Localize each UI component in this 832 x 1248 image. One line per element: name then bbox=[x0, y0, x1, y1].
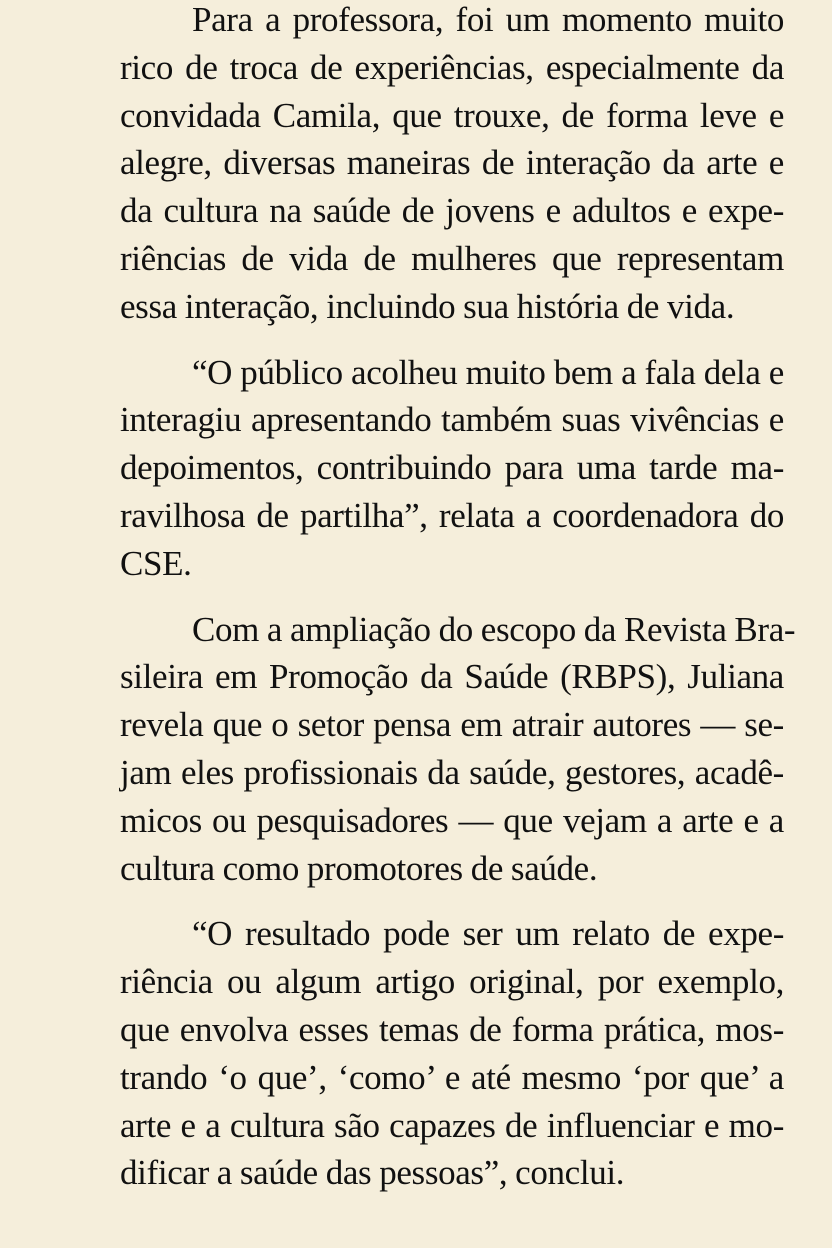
text-line: que envolva esses temas de forma prática, mos- bbox=[120, 1009, 784, 1049]
text-line: arte e a cultura são capazes de influenciar e mo- bbox=[120, 1105, 784, 1145]
text-line: CSE. bbox=[120, 543, 192, 583]
text-line: revela que o setor pensa em atrair autores — se- bbox=[120, 705, 784, 745]
text-line: dificar a saúde das pessoas”, conclui. bbox=[120, 1153, 625, 1193]
paragraph-conclusion-quote bbox=[48, 910, 784, 1197]
text-line: convidada Camila, que trouxe, de forma leve e bbox=[120, 95, 784, 135]
text-line: sileira em Promoção da Saúde (RBPS), Juliana bbox=[120, 657, 784, 697]
text-line: essa interação, incluindo sua história de vida. bbox=[120, 286, 735, 326]
text-line: interagiu apresentando também suas vivências e bbox=[120, 400, 784, 440]
paragraph-rbps-scope bbox=[48, 606, 796, 893]
text-line: da cultura na saúde de jovens e adultos e expe- bbox=[120, 191, 784, 231]
text-line: riências de vida de mulheres que representam bbox=[120, 238, 784, 278]
text-line: cultura como promotores de saúde. bbox=[120, 848, 598, 888]
paragraph-public-quote bbox=[48, 349, 784, 588]
text-line: riência ou algum artigo original, por exemplo, bbox=[120, 962, 784, 1002]
text-line: rico de troca de experiências, especialmente da bbox=[120, 47, 784, 87]
paragraph-spacer bbox=[48, 892, 784, 910]
text-line: “O resultado pode ser um relato de expe- bbox=[192, 914, 784, 954]
text-line: ravilhosa de partilha”, relata a coordenadora do bbox=[120, 495, 784, 535]
text-line: depoimentos, contribuindo para uma tarde ma- bbox=[120, 448, 784, 488]
text-line: “O público acolheu muito bem a fala dela e bbox=[192, 352, 784, 392]
article-body bbox=[48, 0, 796, 1197]
paragraph-spacer bbox=[48, 588, 784, 606]
paragraph-spacer bbox=[48, 331, 784, 349]
text-line: micos ou pesquisadores — que vejam a arte e a bbox=[120, 800, 784, 840]
text-line: Para a professora, foi um momento muito bbox=[192, 0, 784, 39]
text-line: alegre, diversas maneiras de interação da arte e bbox=[120, 143, 784, 183]
paragraph-professora-experience bbox=[48, 0, 784, 331]
text-line: Com a ampliação do escopo da Revista Bra- bbox=[192, 609, 796, 649]
text-line: trando ‘o que’, ‘como’ e até mesmo ‘por que’ a bbox=[120, 1057, 784, 1097]
text-line: jam eles profissionais da saúde, gestores, acadê- bbox=[120, 752, 784, 792]
